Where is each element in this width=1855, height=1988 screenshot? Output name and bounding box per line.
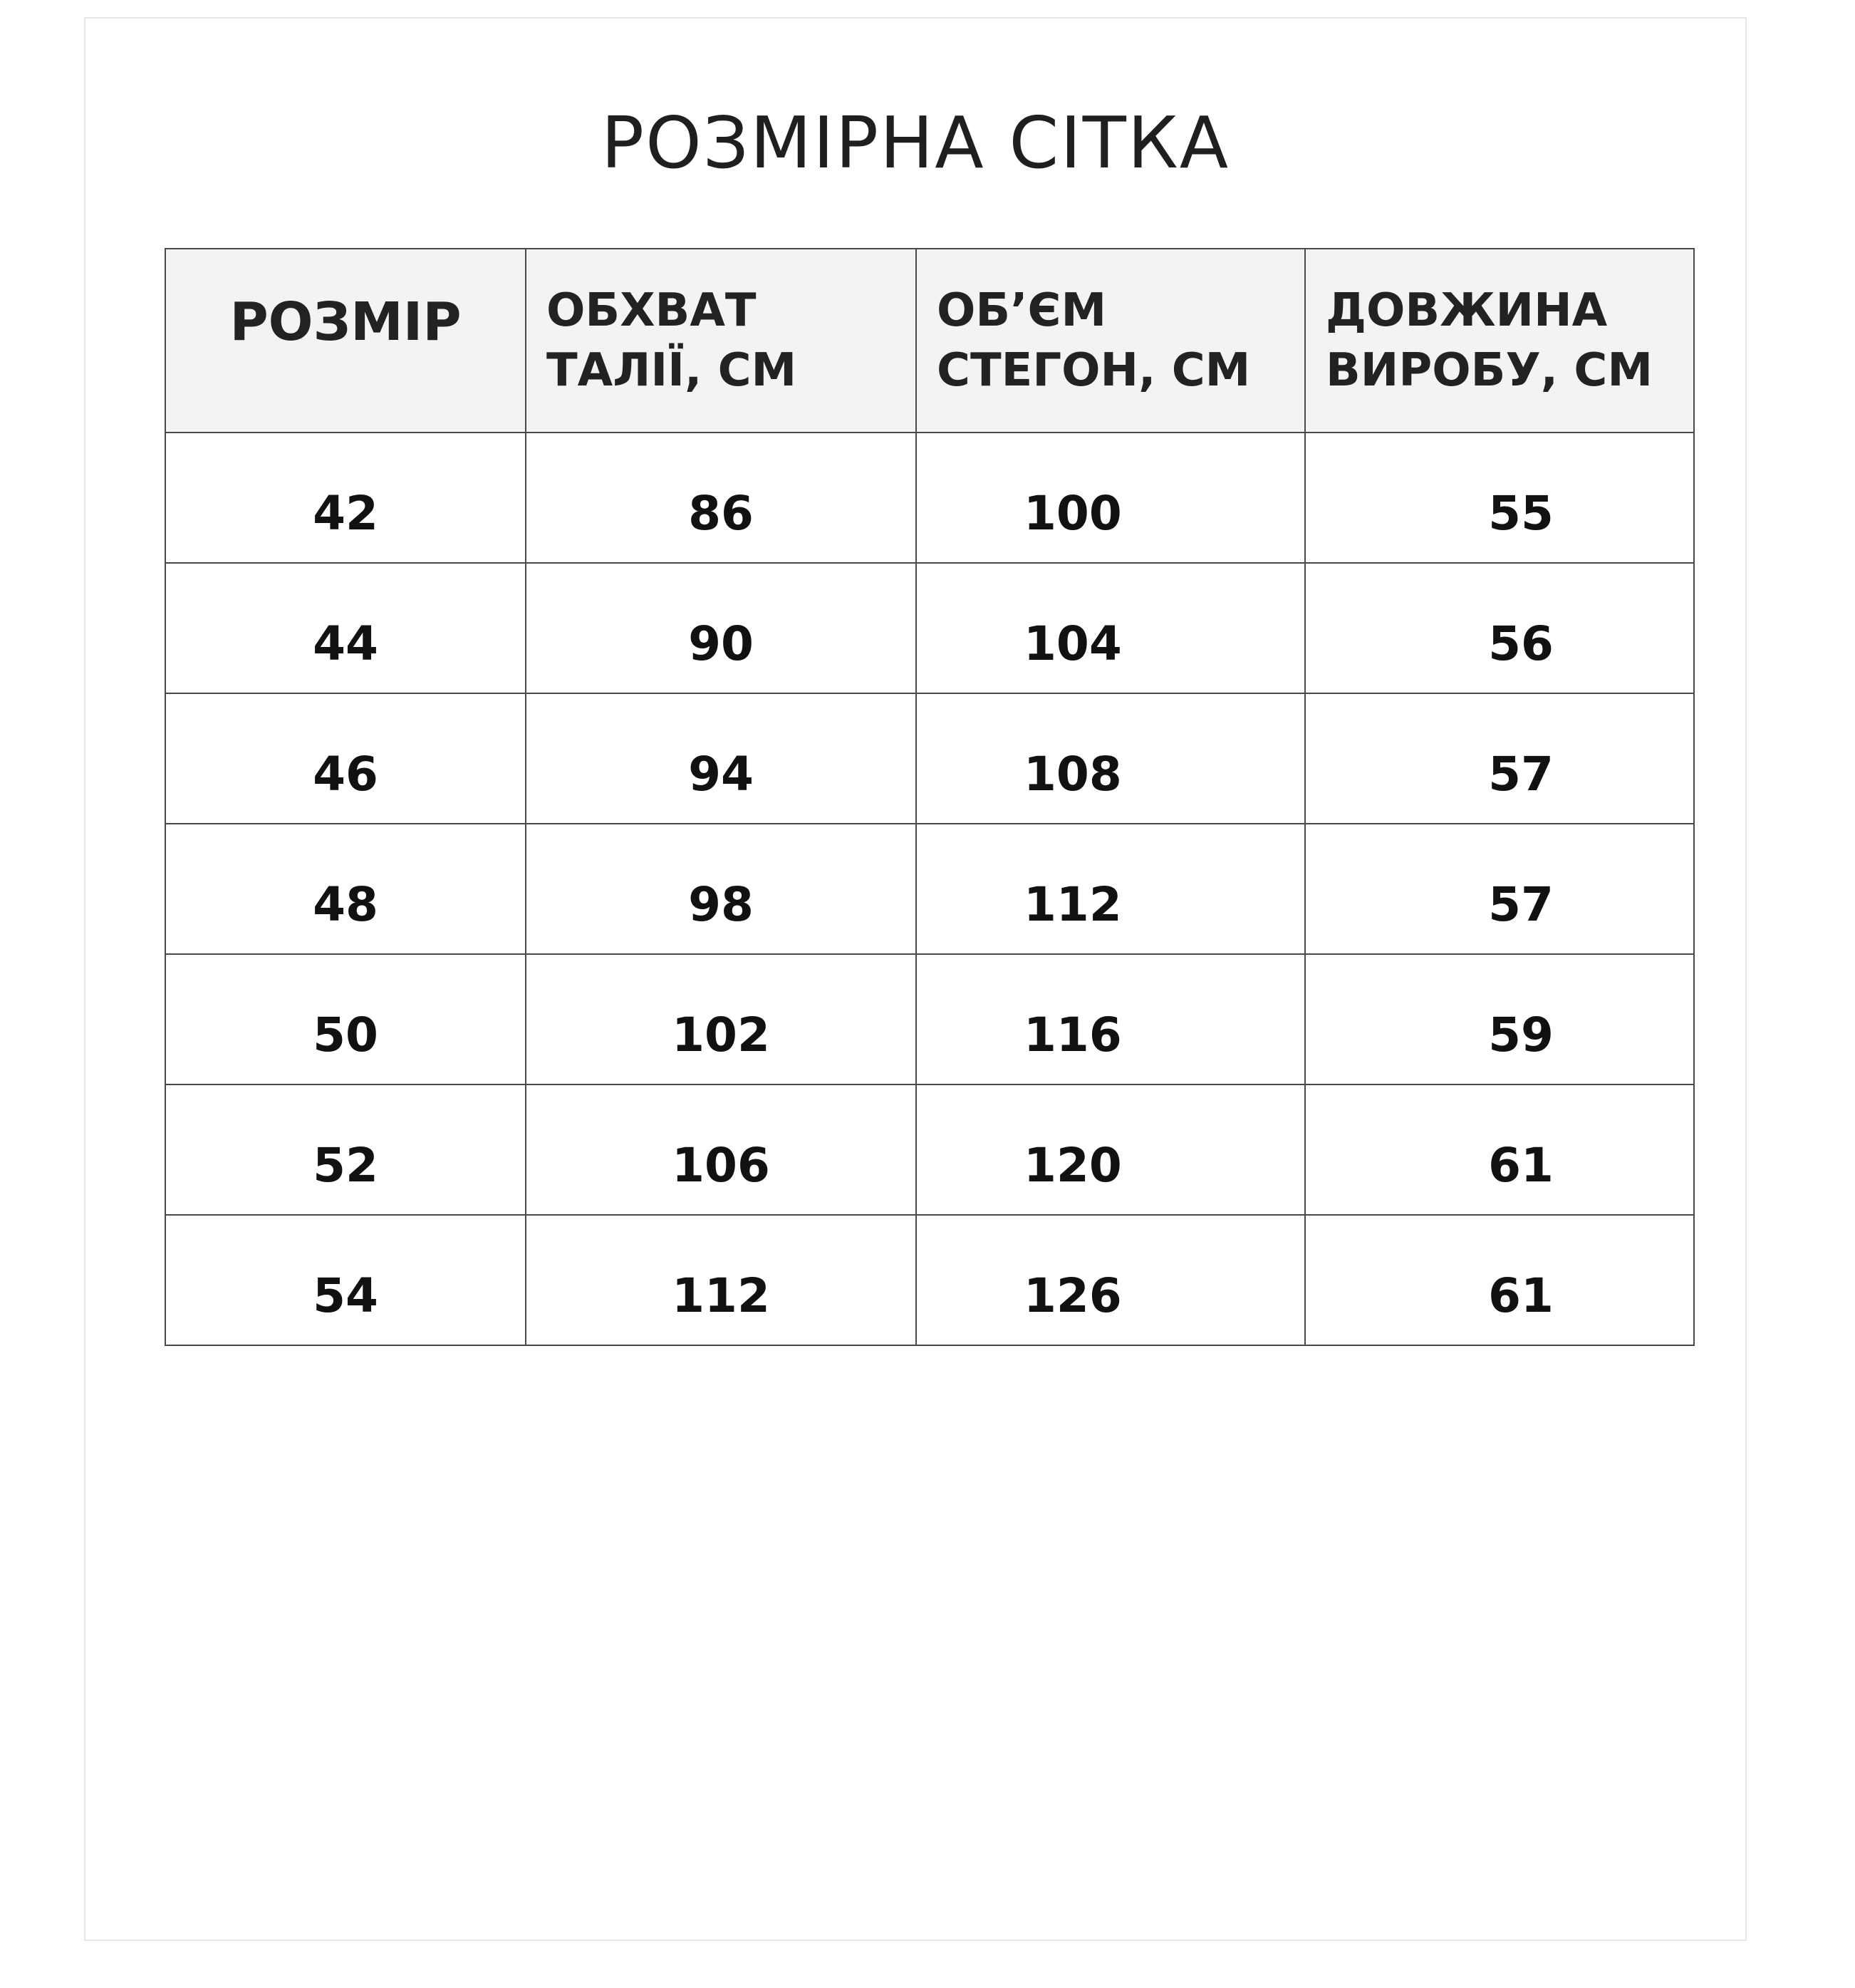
cell-size: 54 — [165, 1215, 526, 1345]
header-waist — [526, 249, 916, 433]
table-header-row — [165, 249, 1694, 433]
cell-waist: 90 — [526, 563, 916, 693]
cell-size: 42 — [165, 433, 526, 563]
header-length — [1305, 249, 1694, 433]
table-row — [165, 824, 1694, 954]
cell-hips: 100 — [916, 433, 1305, 563]
cell-hips: 120 — [916, 1084, 1305, 1215]
cell-waist: 106 — [526, 1084, 916, 1215]
cell-length: 57 — [1305, 824, 1694, 954]
cell-size: 52 — [165, 1084, 526, 1215]
header-line: РОЗМІР — [229, 291, 462, 353]
cell-hips: 112 — [916, 824, 1305, 954]
header-size — [165, 249, 526, 433]
header-line: ДОВЖИНА — [1326, 284, 1608, 337]
cell-length: 61 — [1305, 1084, 1694, 1215]
cell-waist: 94 — [526, 693, 916, 824]
cell-hips: 104 — [916, 563, 1305, 693]
cell-size: 44 — [165, 563, 526, 693]
cell-hips: 108 — [916, 693, 1305, 824]
table-row — [165, 1084, 1694, 1215]
cell-waist: 86 — [526, 433, 916, 563]
cell-waist: 98 — [526, 824, 916, 954]
cell-waist: 112 — [526, 1215, 916, 1345]
header-line: ОБ’ЄМ — [937, 284, 1107, 337]
cell-length: 56 — [1305, 563, 1694, 693]
header-line: СТЕГОН, СМ — [937, 344, 1251, 397]
size-chart-sheet — [84, 17, 1747, 1941]
table-row — [165, 433, 1694, 563]
cell-length: 57 — [1305, 693, 1694, 824]
table-row — [165, 954, 1694, 1084]
table-row — [165, 1215, 1694, 1345]
cell-hips: 126 — [916, 1215, 1305, 1345]
size-table — [165, 248, 1695, 1346]
header-line: ТАЛІЇ, СМ — [546, 344, 797, 397]
cell-length: 59 — [1305, 954, 1694, 1084]
cell-size: 50 — [165, 954, 526, 1084]
header-line: ВИРОБУ, СМ — [1326, 344, 1653, 397]
cell-hips: 116 — [916, 954, 1305, 1084]
table-row — [165, 563, 1694, 693]
cell-length: 61 — [1305, 1215, 1694, 1345]
cell-waist: 102 — [526, 954, 916, 1084]
table-row — [165, 693, 1694, 824]
header-line: ОБХВАТ — [546, 284, 757, 337]
cell-size: 48 — [165, 824, 526, 954]
header-hips — [916, 249, 1305, 433]
cell-length: 55 — [1305, 433, 1694, 563]
cell-size: 46 — [165, 693, 526, 824]
page-title: РОЗМІРНА СІТКА — [601, 101, 1230, 185]
